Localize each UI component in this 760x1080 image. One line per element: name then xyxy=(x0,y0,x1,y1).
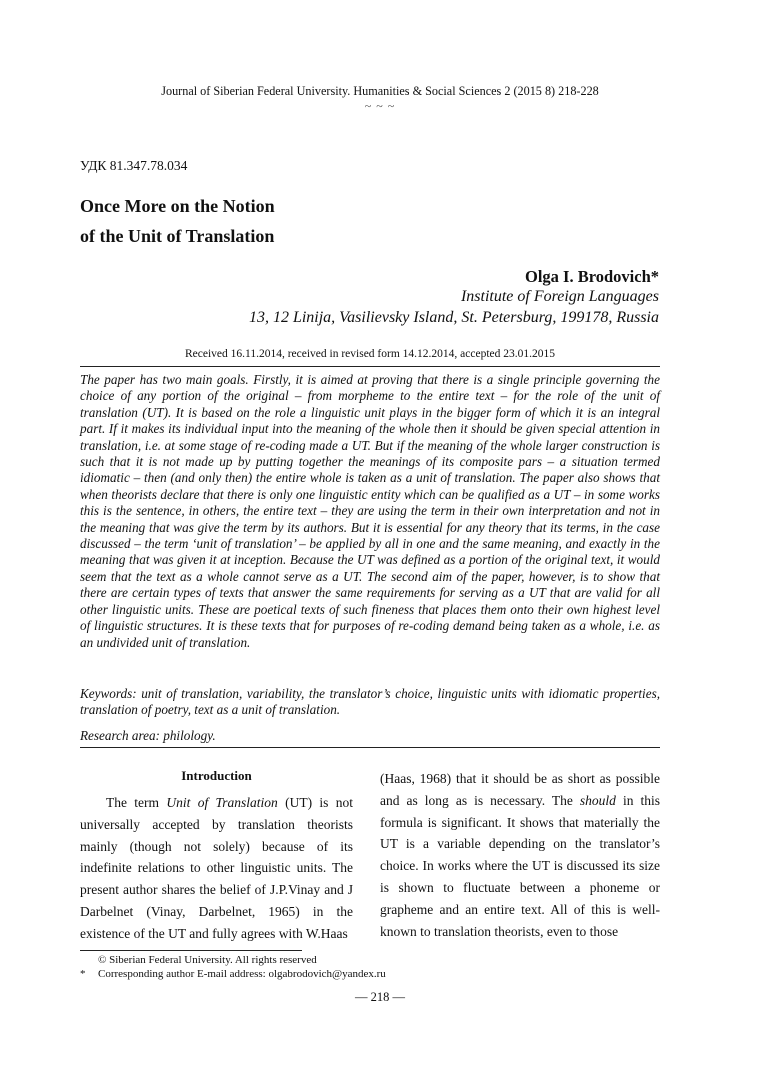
introduction-heading: Introduction xyxy=(181,768,252,783)
abstract-bottom-rule xyxy=(80,747,660,748)
author-institution: Institute of Foreign Languages xyxy=(460,288,659,305)
keywords: Keywords: unit of translation, variability, the translator’s choice, linguistic units with idiomatic properties, translation of poetry, text as a unit of translation. xyxy=(80,686,660,718)
abstract: The paper has two main goals. Firstly, it is aimed at proving that there is a single principle governing the choice of any portion of the original – from morpheme to the entire text – for the role of the unit of translation (UT). It is based on the role a linguistic unit plays in the bigger form of which it is an integral part. If it makes its individual input into the meaning of the whole then it should be given special attention in translation, i.e. at some stage of re-coding made a UT. But if the meaning of the whole larger construction is such that it is not made up by putting together the meanings of its composite pars – a situation termed idiomatic – then (and only then) the entire whole is taken as a unit of translation. The paper also shows that when theorists declare that there is only one linguistic entity which can be qualified as a UT – in some works this is the sentence, in others, the entire text – they are using the term in their own interpretation and not in the meaning that was give the term by its authors. But it is essential for any theory that its terms, in the case discussed – the term ‘unit of translation’ – be applied by all in one and the same meaning, and exactly in the meaning that was given it at inception. Because the UT was defined as a portion of the original text, it would seem that the text as a whole cannot serve as a UT. The second aim of the paper, however, is to show that there are certain types of texts that answer the same requirements for serving as a UT that are valid for all other linguistic units. These are poetical texts of such fineness that places them onto their own highest level of linguistic structures. It is these texts that for purposes of re-coding demand being taken as a whole, i.e. as an undivided unit of translation. xyxy=(80,372,660,650)
intro-paragraph-left: The term Unit of Translation (UT) is not universally accepted by translation theorists mainly (though not solely) because of its indefinite relations to other linguistic units. The present author shares the belief of J.P.Vinay and J Darbelnet (Vinay, Darbelnet, 1965) in the existence of the UT and fully agrees with W.Haas xyxy=(80,795,353,941)
header-ornament: ~ ~ ~ xyxy=(364,99,396,113)
body-column-left xyxy=(80,768,353,945)
page-number: — 218 — xyxy=(355,990,405,1004)
footnote-rule xyxy=(80,950,302,951)
research-area: Research area: philology. xyxy=(80,728,216,743)
term-unit-of-translation: Unit of Translation xyxy=(166,795,278,810)
udk-code: УДК 81.347.78.034 xyxy=(80,158,188,173)
body-column-right xyxy=(380,768,660,942)
paper-title-line-1: Once More on the Notion xyxy=(80,196,275,216)
author-address: 13, 12 Linija, Vasilievsky Island, St. Petersburg, 199178, Russia xyxy=(248,309,659,326)
paper-title-line-2: of the Unit of Translation xyxy=(80,226,275,246)
intro-paragraph-right: (Haas, 1968) that it should be as short as possible and as long as is necessary. The should in this formula is significant. It shows that materially the UT is a variable depending on the translator’s choice. In works where the UT is discussed its size is shown to fluctuate between a phoneme or grapheme and an entire text. All of this is well-known to translation theorists, even to those xyxy=(380,771,661,939)
received-dates: Received 16.11.2014, received in revised form 14.12.2014, accepted 23.01.2015 xyxy=(184,348,556,360)
journal-header: Journal of Siberian Federal University. Humanities & Social Sciences 2 (2015 8) 218-228 xyxy=(161,84,599,98)
copyright-footnote: © Siberian Federal University. All rights reserved xyxy=(98,954,317,966)
author-name: Olga I. Brodovich* xyxy=(524,267,659,286)
term-should: should xyxy=(579,792,616,808)
corresponding-author-footnote: Corresponding author E-mail address: olgabrodovich@yandex.ru xyxy=(98,968,386,980)
abstract-top-rule xyxy=(80,366,660,367)
footnote-asterisk: * xyxy=(80,968,86,980)
